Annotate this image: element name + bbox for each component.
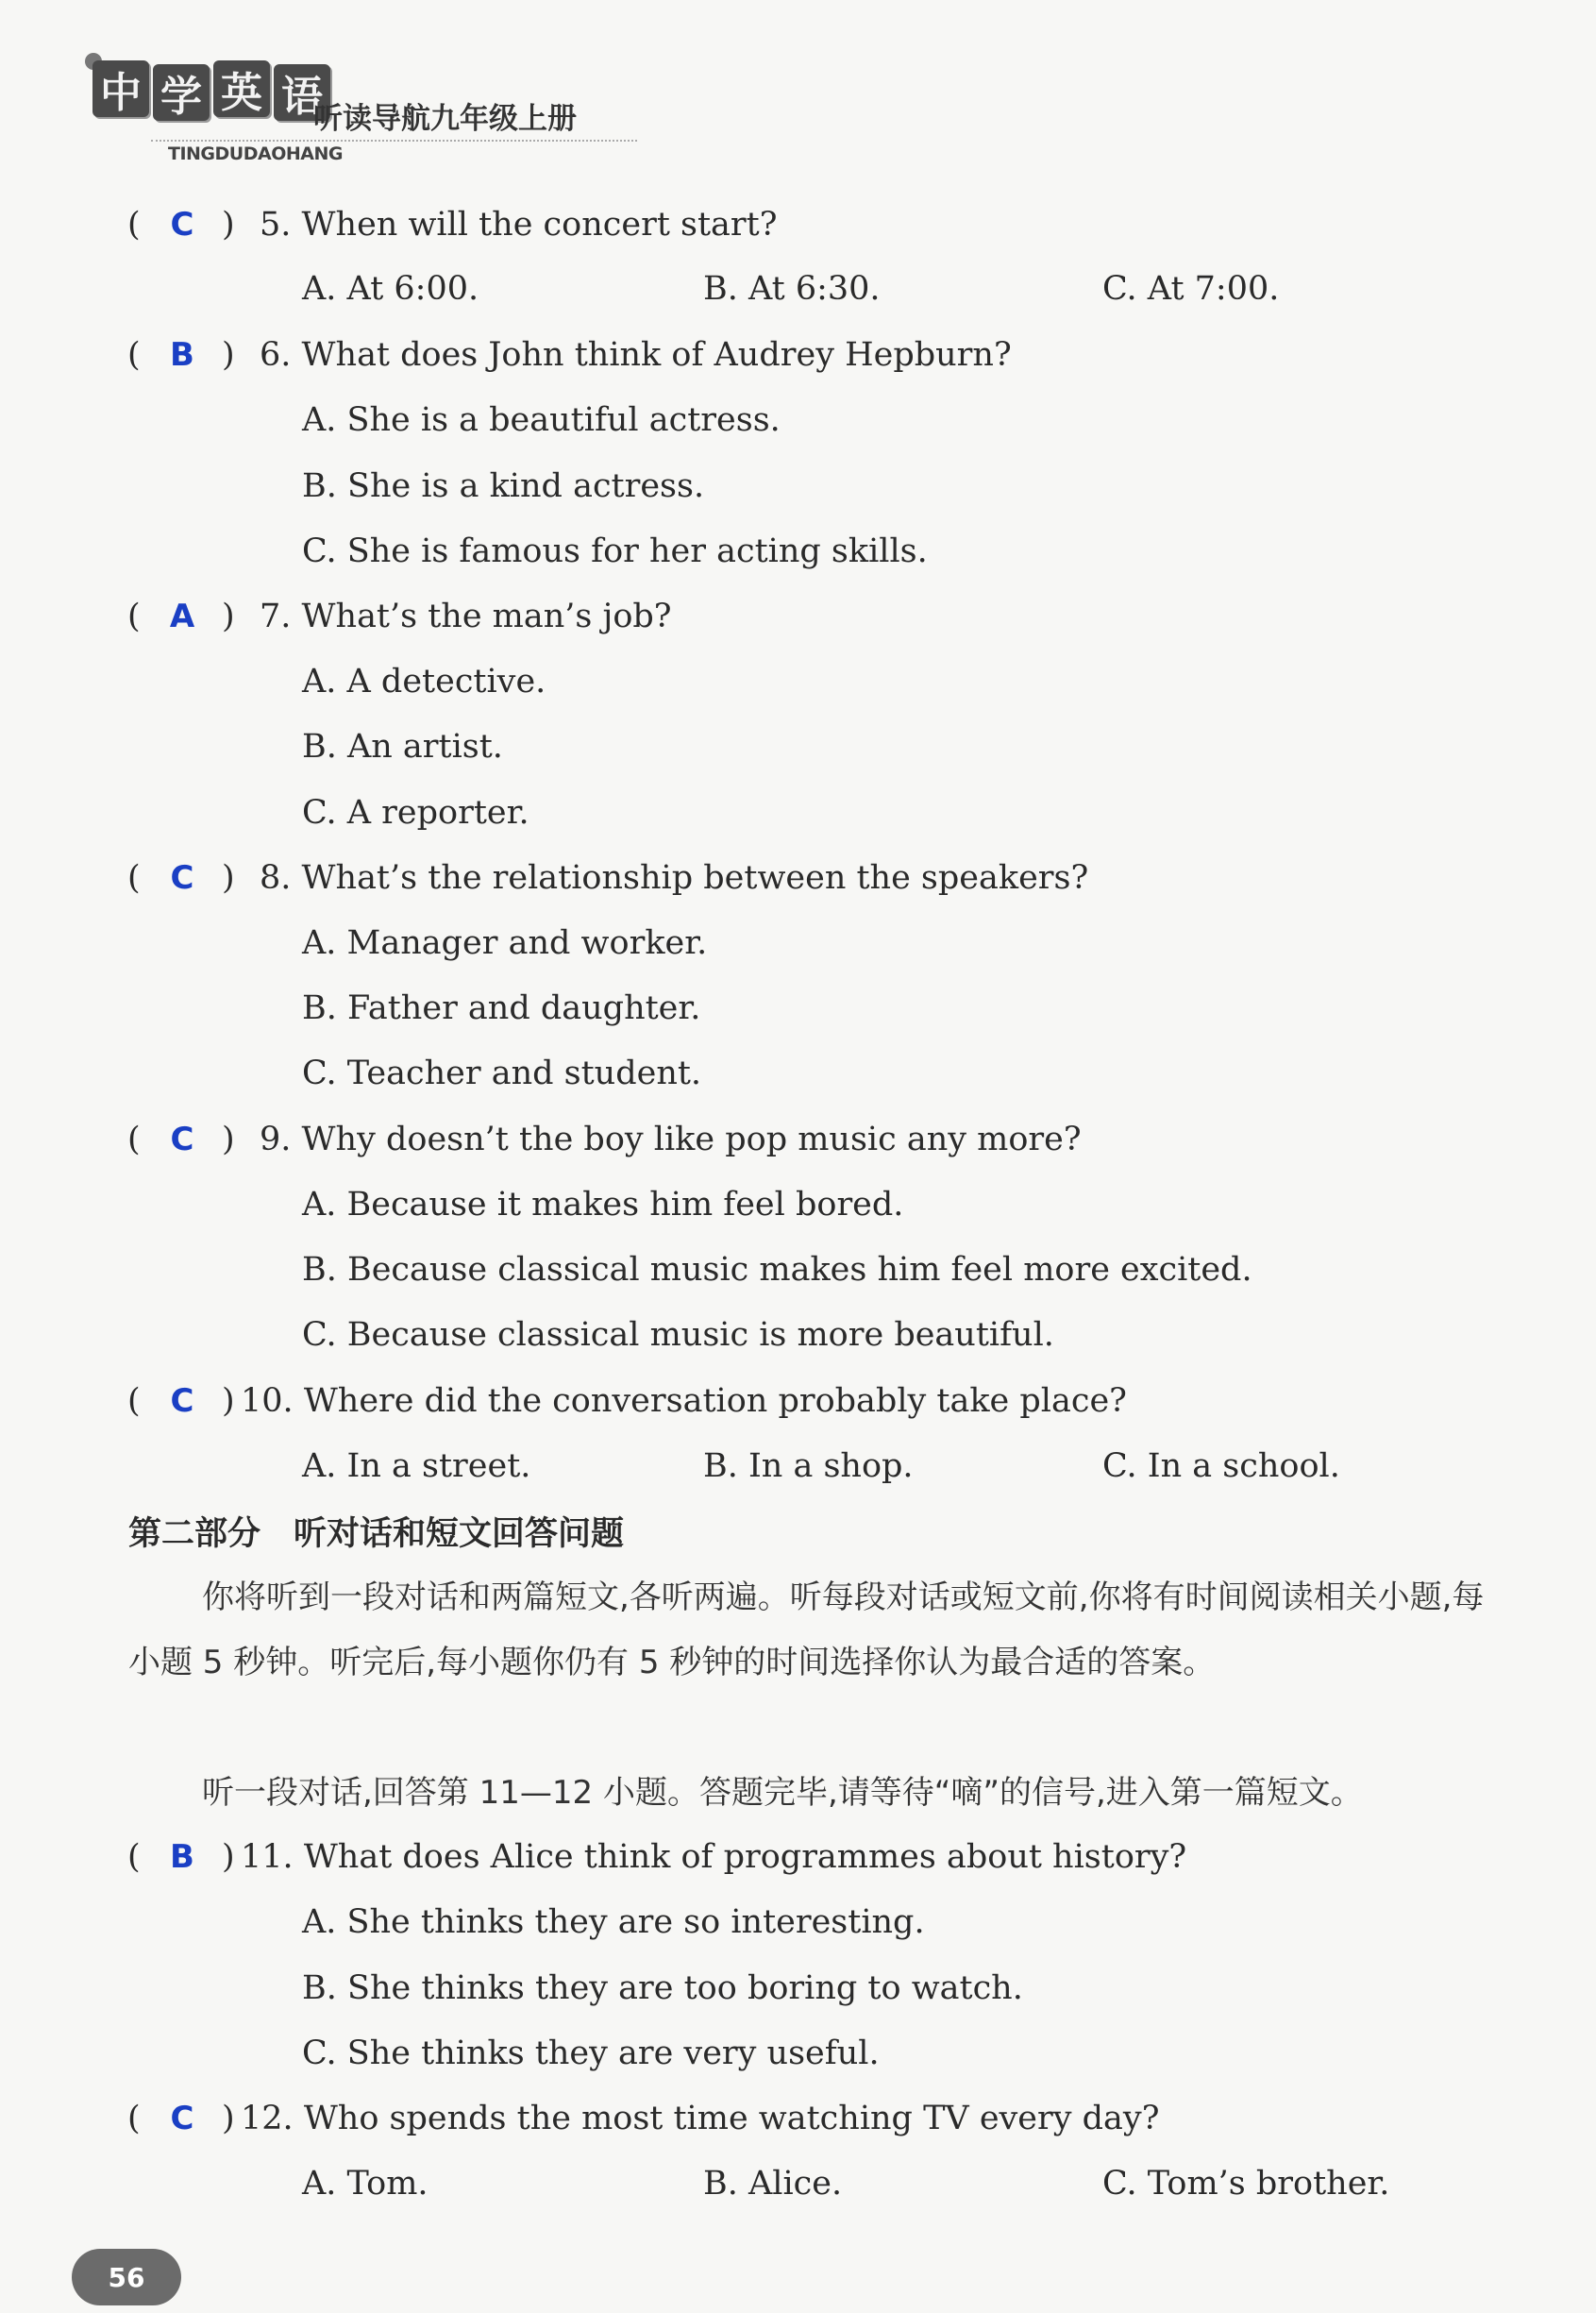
answer-letter: B (170, 1838, 194, 1876)
option-c: C. She is famous for her acting skills. (302, 532, 928, 570)
answer-letter: C (170, 1121, 194, 1158)
option-b: B. Father and daughter. (302, 989, 701, 1027)
option-a: A. She is a beautiful actress. (302, 401, 781, 439)
option-b: B. An artist. (302, 728, 503, 766)
question-text: 7. What’s the man’s job? (260, 598, 672, 635)
option-c: C. In a school. (1102, 1447, 1340, 1485)
header-title-char: 中 (92, 60, 149, 117)
option-b: B. She thinks they are too boring to watch. (302, 1969, 1023, 2007)
answer-letter: C (170, 859, 194, 897)
header-title (92, 60, 330, 121)
question-text: 12. Who spends the most time watching TV every day? (241, 2100, 1160, 2137)
option-c: C. A reporter. (302, 794, 529, 832)
page-number: 56 (72, 2249, 181, 2305)
answer-letter: C (170, 206, 194, 244)
option-a: A. Tom. (302, 2165, 428, 2203)
question-text: 9. Why doesn’t the boy like pop music any more? (260, 1121, 1082, 1158)
option-a: A. A detective. (302, 663, 546, 701)
option-c: C. She thinks they are very useful. (302, 2034, 880, 2072)
option-c: C. At 7:00. (1102, 270, 1280, 308)
option-b: B. At 6:30. (703, 270, 881, 308)
option-a: A. Because it makes him feel bored. (302, 1186, 904, 1224)
option-a: A. In a street. (302, 1447, 531, 1485)
option-a: A. Manager and worker. (302, 924, 708, 962)
option-b: B. Alice. (703, 2165, 843, 2203)
header-title-char: 英 (213, 60, 270, 117)
answer-letter: C (170, 1382, 194, 1420)
question-text: 11. What does Alice think of programmes about history? (241, 1838, 1187, 1876)
question-text: 8. What’s the relationship between the speakers? (260, 859, 1089, 897)
dialogue-note: 听一段对话,回答第 11—12 小题。答题完毕,请等待“嘀”的信号,进入第一篇短文。 (202, 1774, 1363, 1812)
option-c: C. Teacher and student. (302, 1055, 702, 1092)
option-b: B. She is a kind actress. (302, 467, 705, 505)
option-b: B. In a shop. (703, 1447, 914, 1485)
option-c: C. Tom’s brother. (1102, 2165, 1390, 2203)
instruction-paragraph: 你将听到一段对话和两篇短文,各听两遍。听每段对话或短文前,你将有时间阅读相关小题,每小题 5 秒钟。听完后,每小题你仍有 5 秒钟的时间选择你认为最合适的答案。 (128, 1579, 1485, 1681)
header-title-char: 学 (153, 64, 210, 121)
answer-letter: C (170, 2100, 194, 2137)
answer-letter: B (170, 336, 194, 374)
answer-letter: A (169, 598, 195, 635)
section-title: 第二部分 听对话和短文回答问题 (128, 1515, 625, 1553)
option-c: C. Because classical music is more beautiful. (302, 1316, 1054, 1354)
header-pinyin: TINGDUDAOHANG (168, 144, 343, 164)
header-subtitle: 听读导航九年级上册 (313, 102, 577, 136)
option-b: B. Because classical music makes him feel more excited. (302, 1251, 1252, 1289)
option-a: A. She thinks they are so interesting. (302, 1903, 925, 1941)
question-text: 6. What does John think of Audrey Hepburn? (260, 336, 1012, 374)
question-text: 5. When will the concert start? (260, 206, 778, 244)
question-text: 10. Where did the conversation probably take place? (241, 1382, 1127, 1420)
header-divider (151, 140, 637, 142)
textbook-page: 中 学 英 语 听读导航九年级上册 TINGDUDAOHANG ( C ) 5. When will the concert start? A. At 6:00. B. At 6:30. C. At 7:00. ( B ) 6. What does John think of Audrey Hepburn? A. She is a beautiful actress. B. She is a kind actress. C. She is famous for her acting skills. ( A ) 7. What’s the man’s job? A. A detective. B. An artist. C. A reporter. ( C ) 8. What’s the relationship between the speakers? A. Manager and worker. B. Father and daughter. C. Teacher and student. ( C ) 9. Why doesn’t the boy like pop music any more? A. Because it makes him feel bored. B. Because classical music makes him feel more excited. C. Because classical music is more beautiful. ( C ) 10. Where did the conversation probably take place? A. In a street. B. In a shop. C. In a school. 第二部分 听对话和短文回答问题 你将听到一段对话和两篇短文,各听两遍。听每段对话或短文前,你将有时间阅读相关小题,每小题 5 秒钟。听完后,每小题你仍有 5 秒钟的时间选择你认为最合适的答案。 听一段对话,回答第 11—12 小题。答题完毕,请等待“嘀”的信号,进入第一篇短文。 ( B ) 11. What does Alice think of programmes about history? A. She thinks they are so interesting. B. She thinks they are too boring to watch. C. She thinks they are very useful. ( C ) 12. Who spends the most time watching TV every day? A. Tom. B. Alice. C. Tom’s brother. 56 (0, 0, 1596, 2313)
option-a: A. At 6:00. (302, 270, 479, 308)
header-title-char: 语 (274, 64, 330, 121)
